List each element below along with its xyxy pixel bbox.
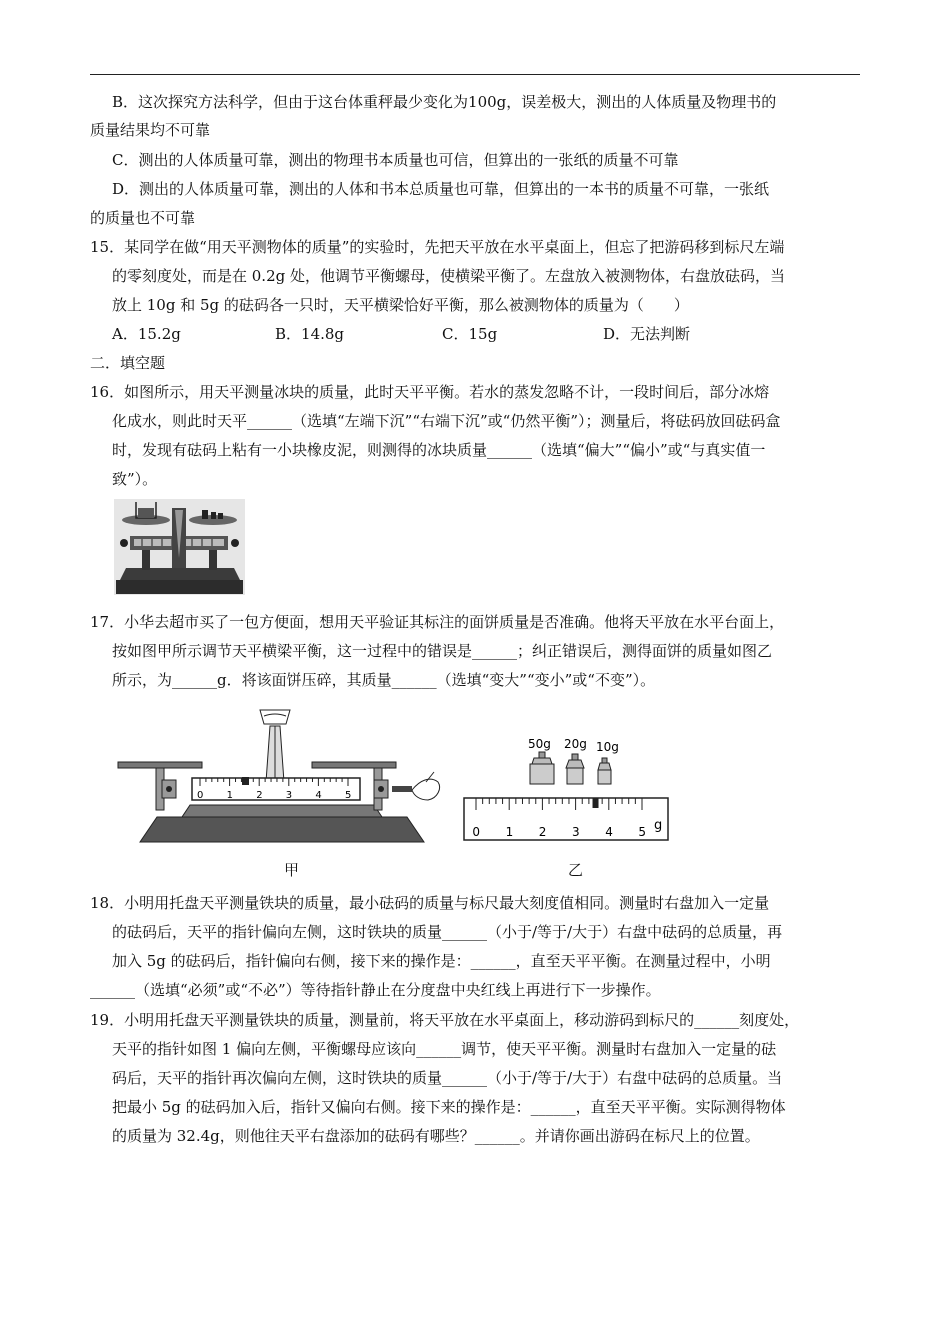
jia-hand: [412, 779, 440, 800]
q17-figure-jia: [112, 702, 452, 852]
yi-weight-20g-knob: [572, 754, 578, 760]
yi-scale-tick-label: 0: [472, 825, 481, 839]
q19-stem-line3: 码后，天平的指针再次偏向左侧，这时铁块的质量______（小于/等于/大于）右盘中砝码的总质量。当: [112, 1069, 783, 1087]
jia-adjust-screw: [392, 786, 412, 792]
header-rule: [90, 74, 860, 75]
jia-right-pan: [312, 762, 396, 768]
q18-stem-line2: 的砝码后，天平的指针偏向左侧，这时铁块的质量______（小于/等于/大于）右盘中砝码的总质量，再: [112, 923, 783, 941]
jia-beam-scale: [192, 778, 360, 800]
q15-option-d: D．无法判断: [603, 325, 691, 343]
q15-stem-line1: 15．某同学在做“用天平测物体的质量”的实验时，先把天平放在水平桌面上，但忘了把游码移到标尺左端: [90, 238, 785, 256]
jia-left-pan: [118, 762, 202, 768]
right-pan-stem: [209, 550, 217, 570]
yi-scale-tick-label: 5: [638, 825, 647, 839]
balance-base-top: [120, 568, 240, 580]
yi-scale-tick-label: 3: [572, 825, 580, 839]
q14-option-d-line1: D．测出的人体质量可靠，测出的人体和书本总质量也可靠，但算出的一本书的质量不可靠，一张纸: [112, 180, 770, 198]
q18-stem-line4: ______（选填“必须”或“不必”）等待指针静止在分度盘中央红线上再进行下一步操作。: [90, 981, 661, 999]
jia-base: [140, 817, 424, 842]
q16-stem-line2: 化成水，则此时天平______（选填“左端下沉”“右端下沉”或“仍然平衡”）；测量后，将砝码放回砝码盒: [112, 412, 781, 430]
jia-right-nut-screw: [378, 786, 384, 792]
balance-base-plate: [116, 580, 243, 594]
jia-left-nut-screw: [166, 786, 172, 792]
yi-scale-unit: g: [654, 818, 663, 833]
q19-stem-line1: 19．小明用托盘天平测量铁块的质量，测量前，将天平放在水平桌面上，移动游码到标尺的______刻度处，: [90, 1011, 800, 1029]
q14-option-c: C．测出的人体质量可靠，测出的物理书本质量也可信，但算出的一张纸的质量不可靠: [112, 151, 679, 169]
yi-weight-10g-knob: [602, 758, 607, 763]
yi-scale-tick-label: 2: [538, 825, 547, 839]
q17-stem-line2: 按如图甲所示调节天平横梁平衡，这一过程中的错误是______；纠正错误后，测得面饼的质量如图乙: [112, 642, 773, 660]
yi-scale-tick-label: 4: [605, 825, 613, 839]
q15-option-a: A．15.2g: [112, 325, 181, 343]
yi-weight-50g-knob: [539, 752, 545, 758]
jia-scale-tick-label: 3: [285, 790, 293, 801]
yi-weight-label-10g: 10g: [596, 740, 619, 754]
yi-weight-50g: [530, 764, 554, 784]
yi-slider: [593, 798, 599, 808]
q15-stem-line3: 放上 10g 和 5g 的砝码各一只时，天平横梁恰好平衡，那么被测物体的质量为（ ）: [112, 296, 689, 314]
q19-stem-line5: 的质量为 32.4g，则他往天平右盘添加的砝码有哪些？______。并请你画出游码在标尺上的位置。: [112, 1127, 760, 1145]
yi-weight-10g: [598, 770, 611, 784]
weight-3: [218, 513, 223, 519]
jia-scale-tick-label: 1: [226, 790, 233, 801]
q15-stem-line2: 的零刻度处，而是在 0.2g 处，他调节平衡螺母，使横梁平衡了。左盘放入被测物体，右盘放砝码，当: [112, 267, 785, 285]
q18-stem-line1: 18．小明用托盘天平测量铁块的质量，最小砝码的质量与标尺最大刻度值相同。测量时右盘加入一定量: [90, 894, 770, 912]
yi-weight-20g-neck: [566, 760, 584, 768]
left-balance-nut: [120, 539, 128, 547]
right-balance-nut: [231, 539, 239, 547]
q17-figure-yi: [460, 728, 675, 848]
q17-stem-line1: 17．小华去超市买了一包方便面，想用天平验证其标注的面饼质量是否准确。他将天平放在水平台面上，: [90, 613, 785, 631]
jia-scale-tick-label: 5: [345, 790, 352, 801]
jia-scale-tick-label: 2: [256, 790, 263, 801]
q14-option-d-line2: 的质量也不可靠: [90, 209, 196, 227]
q17-stem-line3: 所示，为______g．将该面饼压碎，其质量______（选填“变大”“变小”或“不变”）。: [112, 671, 656, 689]
jia-scale-tick-label: 0: [197, 790, 204, 801]
q16-stem-line1: 16．如图所示，用天平测量冰块的质量，此时天平平衡。若水的蒸发忽略不计，一段时间后，部分冰熔: [90, 383, 770, 401]
q16-balance-figure: [112, 498, 247, 596]
jia-slider: [242, 777, 249, 785]
q19-stem-line2: 天平的指针如图 1 偏向左侧，平衡螺母应该向______调节，使天平平衡。测量时右盘加入一定量的砝: [112, 1040, 777, 1058]
left-pan-stem: [142, 550, 150, 570]
jia-scale-tick-label: 4: [315, 790, 322, 801]
section-heading-fill-in: 二．填空题: [90, 354, 166, 372]
weight-2: [211, 512, 216, 519]
q17-figure-jia-label: 甲: [284, 861, 300, 879]
q15-option-b: B．14.8g: [275, 325, 345, 343]
yi-scale-tick-label: 1: [505, 825, 514, 839]
yi-weight-20g: [567, 768, 583, 784]
q19-stem-line4: 把最小 5g 的砝码加入后，指针又偏向右侧。接下来的操作是：______，直至天平平衡。实际测得物体: [112, 1098, 786, 1116]
yi-weight-10g-neck: [598, 763, 611, 770]
q18-stem-line3: 加入 5g 的砝码后，指针偏向右侧，接下来的操作是：______，直至天平平衡。在测量过程中，小明: [112, 952, 771, 970]
q14-option-b-line2: 质量结果均不可靠: [90, 121, 211, 139]
yi-weight-label-50g: 50g: [528, 737, 551, 751]
weight-1: [202, 510, 208, 519]
jia-base-top: [182, 805, 382, 817]
yi-weight-50g-neck: [532, 758, 552, 764]
q16-stem-line3: 时，发现有砝码上粘有一小块橡皮泥，则测得的冰块质量______（选填“偏大”“偏小”或“与真实值一: [112, 441, 766, 459]
q15-option-c: C．15g: [442, 325, 498, 343]
q14-option-b-line1: B．这次探究方法科学，但由于这台体重秤最少变化为100g，误差极大，测出的人体质量及物理书的: [112, 93, 777, 111]
q17-figure-yi-label: 乙: [568, 861, 584, 879]
yi-scale: [464, 798, 668, 840]
q16-stem-line4: 致”）。: [112, 470, 158, 488]
jia-dial: [260, 710, 290, 724]
ice-block: [138, 508, 154, 518]
yi-weight-label-20g: 20g: [564, 737, 587, 751]
